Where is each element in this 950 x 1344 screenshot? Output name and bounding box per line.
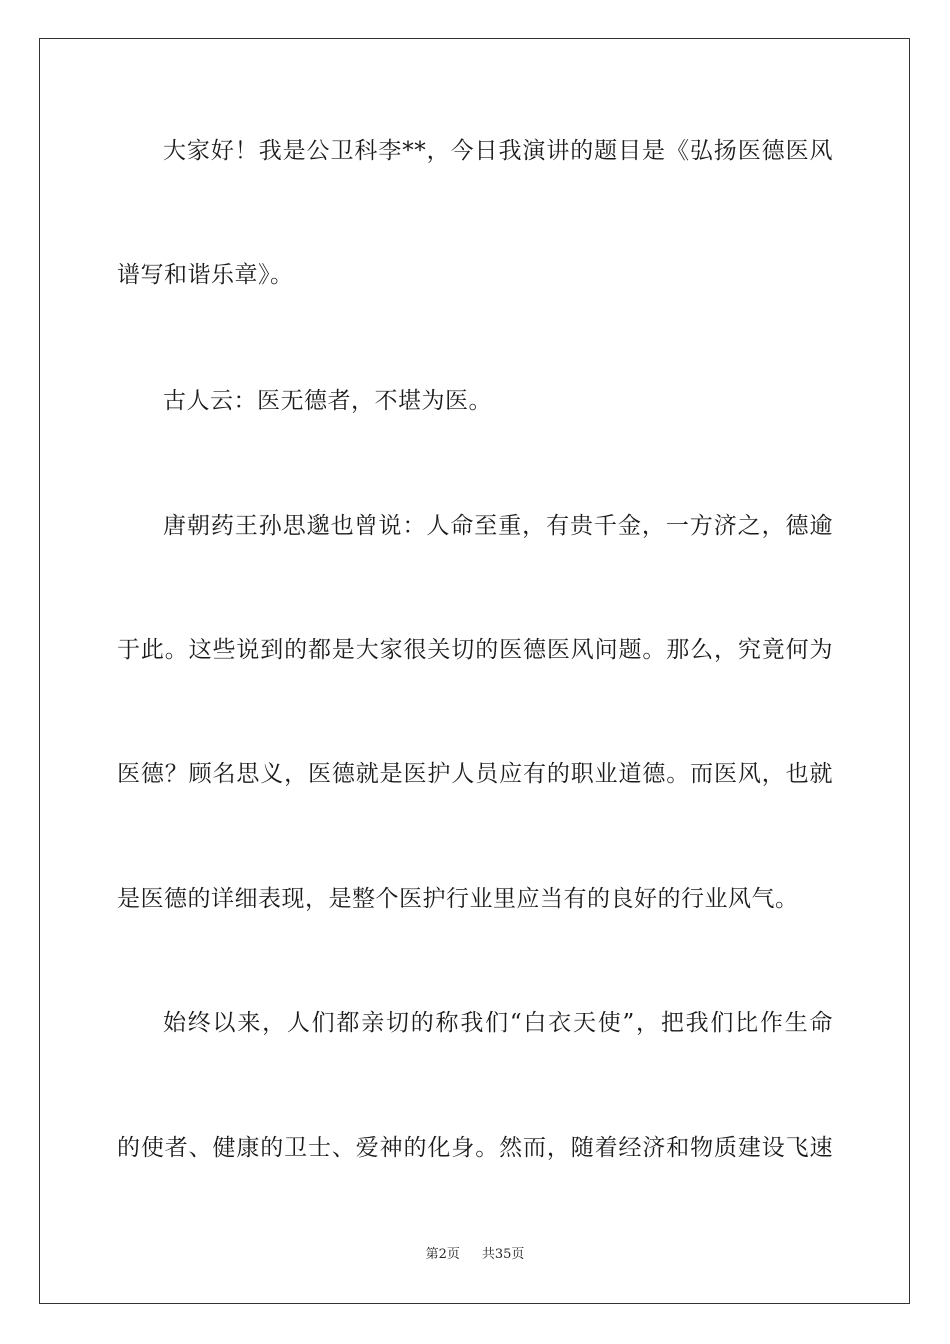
page-total: 共35页 [481, 1247, 525, 1262]
page-number: 第2页 [425, 1247, 460, 1262]
paragraph-line: 的使者、健康的卫士、爱神的化身。然而，随着经济和物质建设飞速 [117, 1135, 833, 1161]
paragraph-line: 于此。这些说到的都是大家很关切的医德医风问题。那么，究竟何为 [117, 637, 833, 663]
paragraph-line: 医德？顾名思义，医德就是医护人员应有的职业道德。而医风，也就 [117, 761, 833, 787]
paragraph-line: 始终以来，人们都亲切的称我们“白衣天使”，把我们比作生命 [163, 1010, 833, 1036]
paragraph-line: 谱写和谐乐章》。 [117, 262, 294, 288]
page-footer [0, 1246, 950, 1264]
paragraph-line: 大家好！我是公卫科李**，今日我演讲的题目是《弘扬医德医风 [163, 138, 833, 164]
page-border [39, 38, 910, 1304]
paragraph-line: 唐朝药王孙思邈也曾说：人命至重，有贵千金，一方济之，德逾 [163, 513, 833, 539]
paragraph-line: 古人云：医无德者，不堪为医。 [163, 388, 492, 414]
paragraph-line: 是医德的详细表现，是整个医护行业里应当有的良好的行业风气。 [117, 886, 799, 912]
